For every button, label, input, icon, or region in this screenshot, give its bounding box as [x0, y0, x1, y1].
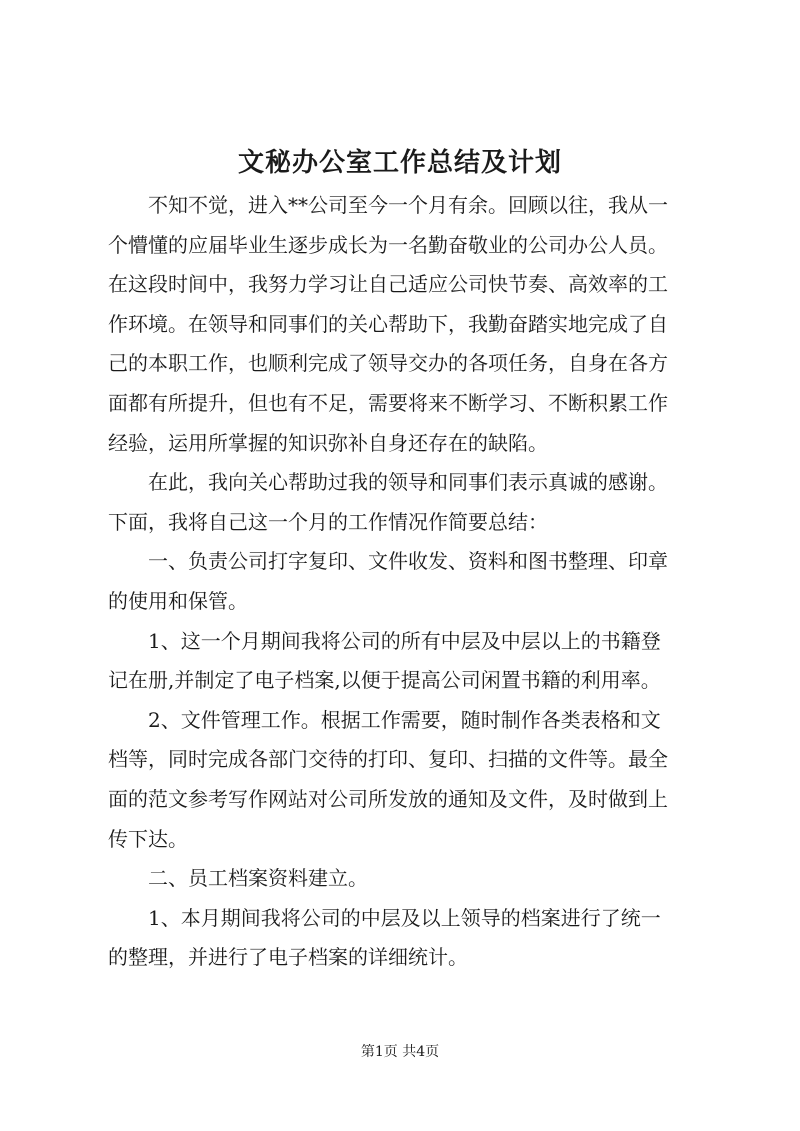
text-line: 经验，运用所掌握的知识弥补自身还存在的缺陷。	[108, 430, 548, 455]
section-heading-2	[108, 859, 700, 899]
paragraph-item-2-1	[108, 899, 700, 978]
document-body	[108, 186, 700, 978]
text-line: 二、员工档案资料建立。	[148, 866, 368, 891]
text-line: 的使用和保管。	[108, 588, 248, 613]
text-line: 档等，同时完成各部门交待的打印、复印、扫描的文件等。最全	[108, 747, 668, 772]
text-line: 2、文件管理工作。根据工作需要，随时制作各类表格和文	[148, 707, 661, 732]
page-number-footer: 第1页 共4页	[360, 1044, 440, 1060]
paragraph-item-1-2	[108, 701, 700, 859]
text-line: 不知不觉，进入**公司至今一个月有余。回顾以往，我从一	[148, 193, 668, 217]
text-line: 己的本职工作，也顺利完成了领导交办的各项任务，自身在各方	[108, 351, 668, 376]
section-heading-1	[108, 542, 700, 621]
text-line: 在此，我向关心帮助过我的领导和同事们表示真诚的感谢。	[148, 470, 668, 495]
text-line: 在这段时间中，我努力学习让自己适应公司快节奏、高效率的工	[108, 272, 668, 297]
text-line: 作环境。在领导和同事们的关心帮助下，我勤奋踏实地完成了自	[108, 311, 668, 336]
text-line: 面的范文参考写作网站对公司所发放的通知及文件，及时做到上	[108, 786, 668, 811]
text-line: 面都有所提升，但也有不足，需要将来不断学习、不断积累工作	[108, 390, 668, 415]
text-line: 的整理，并进行了电子档案的详细统计。	[108, 945, 468, 970]
text-line: 1、本月期间我将公司的中层及以上领导的档案进行了统一	[148, 905, 661, 930]
paragraph-item-1-1	[108, 622, 700, 701]
text-line: 一、负责公司打字复印、文件收发、资料和图书整理、印章	[148, 549, 668, 574]
paragraph-thanks	[108, 463, 700, 542]
text-line: 下面，我将自己这一个月的工作情况作简要总结：	[108, 509, 548, 534]
document-title: 文秘办公室工作总结及计划	[237, 148, 562, 178]
text-line: 个懵懂的应届毕业生逐步成长为一名勤奋敬业的公司办公人员。	[108, 232, 668, 257]
paragraph-intro	[108, 186, 700, 463]
text-line: 1、这一个月期间我将公司的所有中层及中层以上的书籍登	[148, 628, 661, 653]
text-line: 记在册,并制定了电子档案,以便于提高公司闲置书籍的利用率。	[108, 668, 661, 693]
text-line: 传下达。	[108, 826, 188, 851]
